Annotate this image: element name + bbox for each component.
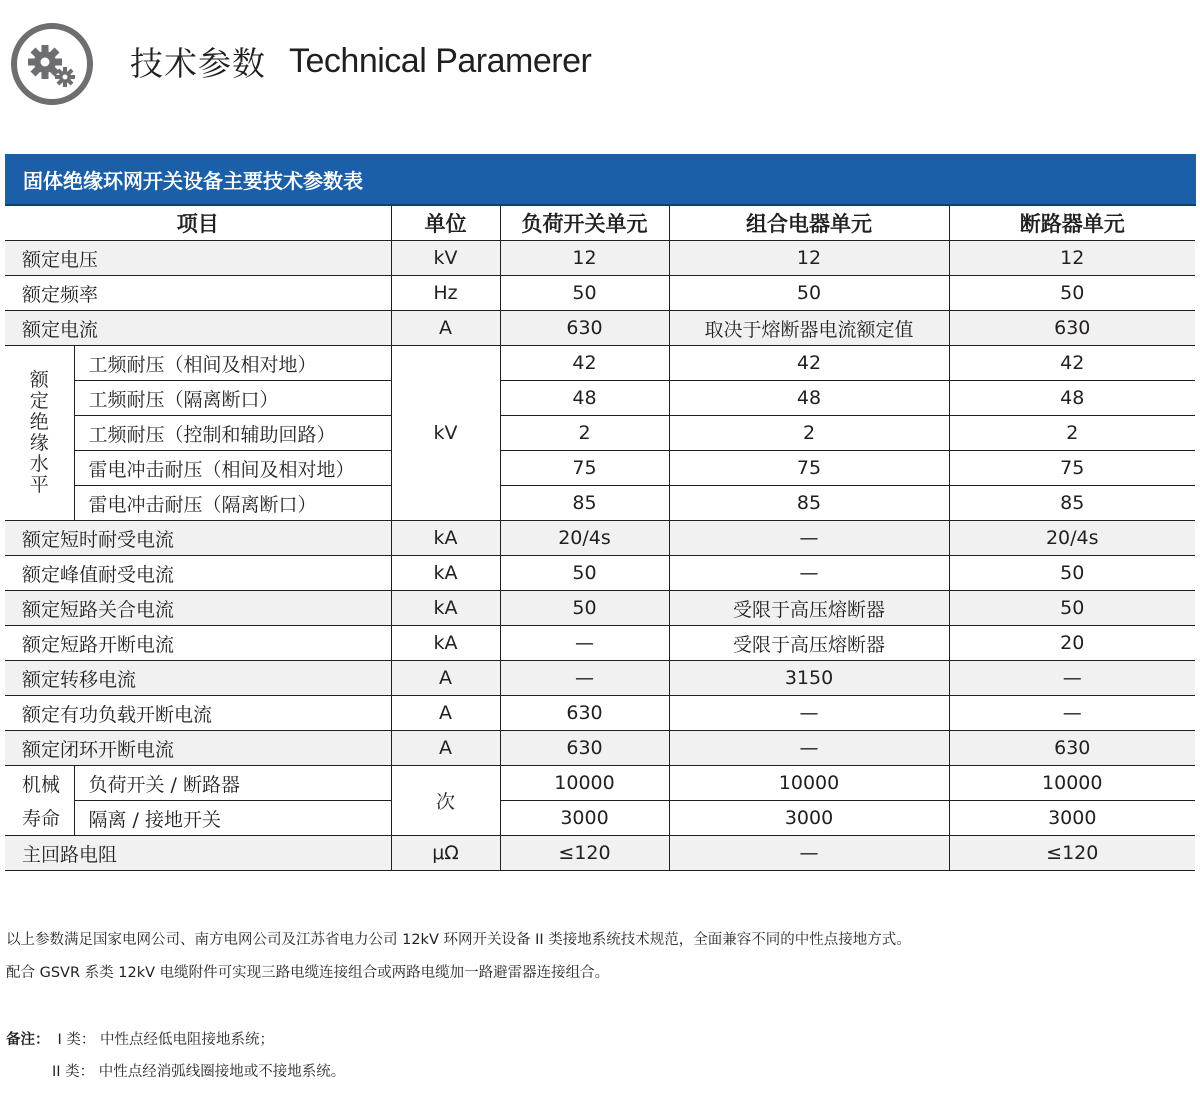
table-row — [5, 521, 1195, 556]
row-item: 工频耐压（相间及相对地） — [74, 346, 391, 381]
table-row — [5, 696, 1195, 731]
row-breaker: 3000 — [949, 801, 1195, 836]
row-breaker: 75 — [949, 451, 1195, 486]
row-item: 工频耐压（隔离断口） — [74, 381, 391, 416]
row-load-switch: 75 — [500, 451, 669, 486]
row-unit: kA — [391, 521, 500, 556]
row-load-switch: — — [500, 661, 669, 696]
row-load-switch: 42 — [500, 346, 669, 381]
row-load-switch: 2 — [500, 416, 669, 451]
row-item: 额定短时耐受电流 — [5, 521, 391, 556]
row-item: 主回路电阻 — [5, 836, 391, 871]
row-combined: 48 — [669, 381, 949, 416]
row-load-switch: 20/4s — [500, 521, 669, 556]
row-combined: — — [669, 696, 949, 731]
mechanical-unit: 次 — [391, 766, 500, 836]
table-row — [5, 626, 1195, 661]
row-unit: A — [391, 696, 500, 731]
row-item: 额定短路关合电流 — [5, 591, 391, 626]
row-combined: — — [669, 731, 949, 766]
row-breaker: 85 — [949, 486, 1195, 521]
row-item: 额定频率 — [5, 276, 391, 311]
row-breaker: — — [949, 661, 1195, 696]
row-unit: A — [391, 731, 500, 766]
table-row — [5, 416, 1195, 451]
row-combined: 10000 — [669, 766, 949, 801]
col-header-load-switch: 负荷开关单元 — [500, 206, 669, 241]
table-row — [5, 591, 1195, 626]
row-item: 额定电流 — [5, 311, 391, 346]
row-item: 负荷开关 / 断路器 — [74, 766, 391, 801]
row-combined: 3000 — [669, 801, 949, 836]
row-unit: kA — [391, 556, 500, 591]
row-combined: — — [669, 836, 949, 871]
row-breaker: 2 — [949, 416, 1195, 451]
row-combined: 受限于高压熔断器 — [669, 591, 949, 626]
row-breaker: 20/4s — [949, 521, 1195, 556]
row-breaker: 50 — [949, 276, 1195, 311]
row-breaker: 50 — [949, 591, 1195, 626]
row-combined: 50 — [669, 276, 949, 311]
table-row — [5, 801, 1195, 836]
row-item: 额定峰值耐受电流 — [5, 556, 391, 591]
row-item: 雷电冲击耐压（相间及相对地） — [74, 451, 391, 486]
row-item: 额定短路开断电流 — [5, 626, 391, 661]
table-row — [5, 836, 1195, 871]
row-item: 额定转移电流 — [5, 661, 391, 696]
row-load-switch: 85 — [500, 486, 669, 521]
row-unit: Hz — [391, 276, 500, 311]
row-breaker: 10000 — [949, 766, 1195, 801]
col-header-breaker: 断路器单元 — [949, 206, 1195, 241]
table-row — [5, 661, 1195, 696]
row-load-switch: 630 — [500, 731, 669, 766]
row-unit: kA — [391, 591, 500, 626]
row-load-switch: 50 — [500, 591, 669, 626]
table-row — [5, 486, 1195, 521]
mechanical-group-label-2: 寿命 — [5, 801, 74, 836]
table-row — [5, 381, 1195, 416]
table-row — [5, 556, 1195, 591]
row-load-switch: 3000 — [500, 801, 669, 836]
table-title: 固体绝缘环网开关设备主要技术参数表 — [23, 169, 363, 193]
row-unit: kV — [391, 241, 500, 276]
page-title-en: Technical Paramerer — [289, 42, 592, 80]
page-title-zh: 技术参数 — [130, 44, 266, 83]
table-row — [5, 451, 1195, 486]
row-breaker: 12 — [949, 241, 1195, 276]
col-header-combined: 组合电器单元 — [669, 206, 949, 241]
row-combined: — — [669, 521, 949, 556]
row-load-switch: 48 — [500, 381, 669, 416]
row-load-switch: 630 — [500, 696, 669, 731]
row-load-switch: — — [500, 626, 669, 661]
insulation-group-label: 额 定 绝 缘 水 平 — [5, 346, 74, 521]
col-header-unit: 单位 — [391, 206, 500, 241]
table-row — [5, 276, 1195, 311]
row-item: 额定有功负载开断电流 — [5, 696, 391, 731]
row-combined: 受限于高压熔断器 — [669, 626, 949, 661]
table-row — [5, 731, 1195, 766]
note-line-2: 配合 GSVR 系类 12kV 电缆附件可实现三路电缆连接组合或两路电缆加一路避雷器连接组合。 — [6, 965, 610, 981]
row-load-switch: 50 — [500, 276, 669, 311]
row-unit: A — [391, 311, 500, 346]
row-load-switch: 12 — [500, 241, 669, 276]
row-item: 隔离 / 接地开关 — [74, 801, 391, 836]
table-header-row — [5, 206, 1195, 241]
row-unit: kA — [391, 626, 500, 661]
row-combined: 取决于熔断器电流额定值 — [669, 311, 949, 346]
row-breaker: 42 — [949, 346, 1195, 381]
row-breaker: 50 — [949, 556, 1195, 591]
row-combined: 12 — [669, 241, 949, 276]
mechanical-group-label-1: 机械 — [5, 766, 74, 801]
remark-label: 备注： — [6, 1032, 50, 1048]
row-load-switch: 10000 — [500, 766, 669, 801]
row-breaker: 630 — [949, 311, 1195, 346]
row-combined: 85 — [669, 486, 949, 521]
note-line-1: 以上参数满足国家电网公司、南方电网公司及江苏省电力公司 12kV 环网开关设备 II 类接地系统技术规范，全面兼容不同的中性点接地方式。 — [6, 932, 911, 948]
row-item: 工频耐压（控制和辅助回路） — [74, 416, 391, 451]
row-combined: 42 — [669, 346, 949, 381]
remark-class-2: II 类： 中性点经消弧线圈接地或不接地系统。 — [52, 1064, 346, 1080]
table-banner — [5, 154, 1196, 206]
col-header-item: 项目 — [5, 206, 391, 241]
row-unit: A — [391, 661, 500, 696]
row-breaker: 630 — [949, 731, 1195, 766]
table-row — [5, 311, 1195, 346]
row-load-switch: ≤120 — [500, 836, 669, 871]
remark-line-1 — [6, 1028, 274, 1049]
table-row — [5, 766, 1195, 801]
row-breaker: 20 — [949, 626, 1195, 661]
row-item: 额定闭环开断电流 — [5, 731, 391, 766]
page-header — [0, 0, 1200, 140]
row-load-switch: 630 — [500, 311, 669, 346]
row-item: 雷电冲击耐压（隔离断口） — [74, 486, 391, 521]
spec-table — [5, 206, 1195, 871]
row-combined: — — [669, 556, 949, 591]
remark-class-1: I 类： 中性点经低电阻接地系统； — [57, 1032, 274, 1048]
insulation-unit: kV — [391, 346, 500, 521]
row-combined: 3150 — [669, 661, 949, 696]
row-breaker: 48 — [949, 381, 1195, 416]
row-combined: 2 — [669, 416, 949, 451]
row-item: 额定电压 — [5, 241, 391, 276]
row-unit: μΩ — [391, 836, 500, 871]
gears-icon — [10, 22, 94, 106]
row-breaker: ≤120 — [949, 836, 1195, 871]
row-load-switch: 50 — [500, 556, 669, 591]
table-row — [5, 241, 1195, 276]
row-combined: 75 — [669, 451, 949, 486]
row-breaker: — — [949, 696, 1195, 731]
table-row — [5, 346, 1195, 381]
